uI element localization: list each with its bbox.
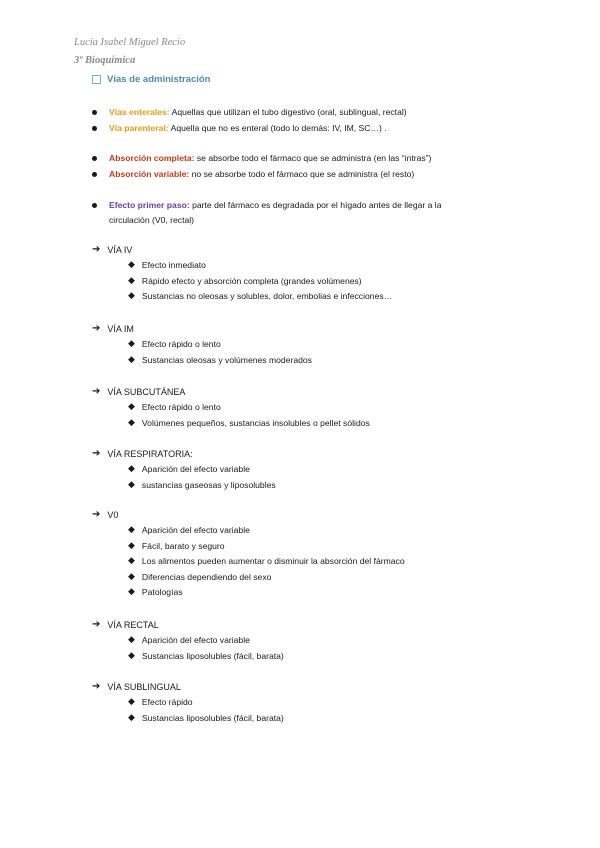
route-name: VÍA IM: [107, 323, 134, 334]
diamond-bullet-icon: ◆: [128, 650, 135, 661]
route-heading: [92, 244, 132, 255]
route-item-text: Sustancias oleosas y volúmenes moderados: [141, 354, 312, 365]
definition-continuation: circulación (V0, rectal): [109, 215, 195, 225]
definition-item: [109, 122, 387, 134]
diamond-bullet-icon: ◆: [128, 540, 135, 551]
arrow-right-icon: ➔: [92, 244, 101, 255]
definition-text: Aquellas que utilizan el tubo digestivo (oral, sublingual, rectal): [169, 107, 407, 117]
route-item: [128, 697, 193, 707]
section-title-text: Vías de administración: [107, 74, 211, 85]
route-item-text: Efecto rápido o lento: [141, 402, 221, 412]
route-heading: [92, 323, 134, 334]
arrow-right-icon: ➔: [92, 619, 101, 630]
route-item: [128, 556, 405, 566]
route-item: [128, 572, 271, 582]
diamond-bullet-icon: ◆: [128, 291, 135, 302]
diamond-bullet-icon: ◆: [128, 339, 135, 349]
section-title: [92, 74, 210, 85]
route-item: [128, 260, 206, 270]
diamond-bullet-icon: ◆: [128, 712, 135, 723]
route-name: VÍA IV: [107, 244, 133, 255]
definition-term: Efecto primer paso:: [109, 200, 190, 210]
definition-term: Absorción completa:: [109, 153, 195, 163]
route-item-text: Fácil, barato y seguro: [141, 540, 225, 551]
route-heading: [92, 386, 185, 397]
route-item-text: Sustancias liposolubles (fácil, barata): [141, 650, 284, 661]
route-heading: [92, 448, 193, 459]
route-item: [128, 291, 392, 301]
checkbox-icon[interactable]: [92, 75, 101, 84]
route-item: [128, 339, 221, 349]
bullet-icon: [92, 156, 97, 161]
author-name: Lucia Isabel Miguel Recio: [74, 37, 186, 48]
course-label: 3º Bioquímica: [74, 55, 136, 66]
definition-item: [109, 199, 442, 211]
diamond-bullet-icon: ◆: [128, 556, 135, 567]
route-item-text: Volúmenes pequeños, sustancias insolubles o pellet sólidos: [141, 417, 370, 428]
diamond-bullet-icon: ◆: [128, 260, 135, 270]
route-item: [128, 651, 284, 661]
route-item: [128, 355, 312, 365]
bullet-icon: [92, 203, 97, 208]
bullet-icon: [92, 126, 97, 131]
definition-item: [109, 152, 431, 164]
diamond-bullet-icon: ◆: [128, 417, 135, 428]
route-item-text: Efecto rápido: [141, 697, 193, 707]
arrow-right-icon: ➔: [92, 386, 101, 397]
diamond-bullet-icon: ◆: [128, 697, 135, 707]
route-heading: [92, 681, 181, 692]
route-item: [128, 541, 225, 551]
route-item-text: Efecto inmediato: [141, 260, 206, 270]
route-item: [128, 464, 250, 474]
route-item-text: Efecto rápido o lento: [141, 339, 221, 349]
diamond-bullet-icon: ◆: [128, 525, 135, 535]
route-item: [128, 418, 370, 428]
diamond-bullet-icon: ◆: [128, 571, 135, 582]
route-item: [128, 402, 221, 412]
route-name: VÍA SUBCUTÁNEA: [107, 386, 186, 397]
bullet-icon: [92, 172, 97, 177]
definition-item: [109, 168, 414, 180]
definition-text: Aquella que no es enteral (todo lo demás: IV, IM, SC…) .: [168, 123, 387, 133]
diamond-bullet-icon: ◆: [128, 587, 135, 598]
diamond-bullet-icon: ◆: [128, 275, 135, 286]
route-name: V0: [107, 509, 119, 520]
definition-text: se absorbe todo el fármaco que se administra (en las “intras”): [194, 153, 432, 163]
route-item-text: Aparición del efecto variable: [141, 525, 250, 535]
route-heading: [92, 509, 118, 520]
arrow-right-icon: ➔: [92, 681, 101, 692]
diamond-bullet-icon: ◆: [128, 479, 135, 490]
arrow-right-icon: ➔: [92, 323, 101, 334]
route-item: [128, 480, 276, 490]
diamond-bullet-icon: ◆: [128, 635, 135, 645]
definition-term: Vía parenteral:: [109, 123, 169, 133]
arrow-right-icon: ➔: [92, 448, 101, 459]
route-item: [128, 635, 250, 645]
diamond-bullet-icon: ◆: [128, 354, 135, 365]
route-item-text: Aparición del efecto variable: [141, 635, 250, 645]
route-item-text: Patologías: [141, 587, 183, 598]
route-name: VÍA SUBLINGUAL: [107, 681, 181, 692]
definition-term: Absorción variable:: [109, 169, 190, 179]
route-item-text: Los alimentos pueden aumentar o disminuir la absorción del fármaco: [141, 556, 405, 567]
route-item-text: sustancias gaseosas y liposolubles: [141, 479, 276, 490]
route-item: [128, 587, 183, 597]
route-item: [128, 525, 250, 535]
route-item-text: Rápido efecto y absorción completa (grandes volúmenes): [141, 275, 362, 286]
route-item-text: Aparición del efecto variable: [141, 464, 250, 474]
diamond-bullet-icon: ◆: [128, 402, 135, 412]
definition-term: Vías enterales:: [109, 107, 170, 117]
definition-text: parte del fármaco es degradada por el hígado antes de llegar a la: [189, 200, 442, 210]
route-item-text: Diferencias dependiendo del sexo: [141, 571, 272, 582]
route-item: [128, 276, 362, 286]
arrow-right-icon: ➔: [92, 509, 101, 520]
route-heading: [92, 619, 159, 630]
bullet-icon: [92, 110, 97, 115]
route-name: VÍA RECTAL: [107, 619, 159, 630]
route-item-text: Sustancias no oleosas y solubles, dolor, embolias e infecciones…: [141, 291, 393, 302]
route-item-text: Sustancias liposolubles (fácil, barata): [141, 712, 284, 723]
route-item: [128, 713, 284, 723]
definition-item: [109, 106, 407, 118]
diamond-bullet-icon: ◆: [128, 464, 135, 474]
definition-text: no se absorbe todo el fármaco que se administra (el resto): [189, 169, 415, 179]
route-name: VÍA RESPIRATORIA:: [107, 448, 193, 459]
